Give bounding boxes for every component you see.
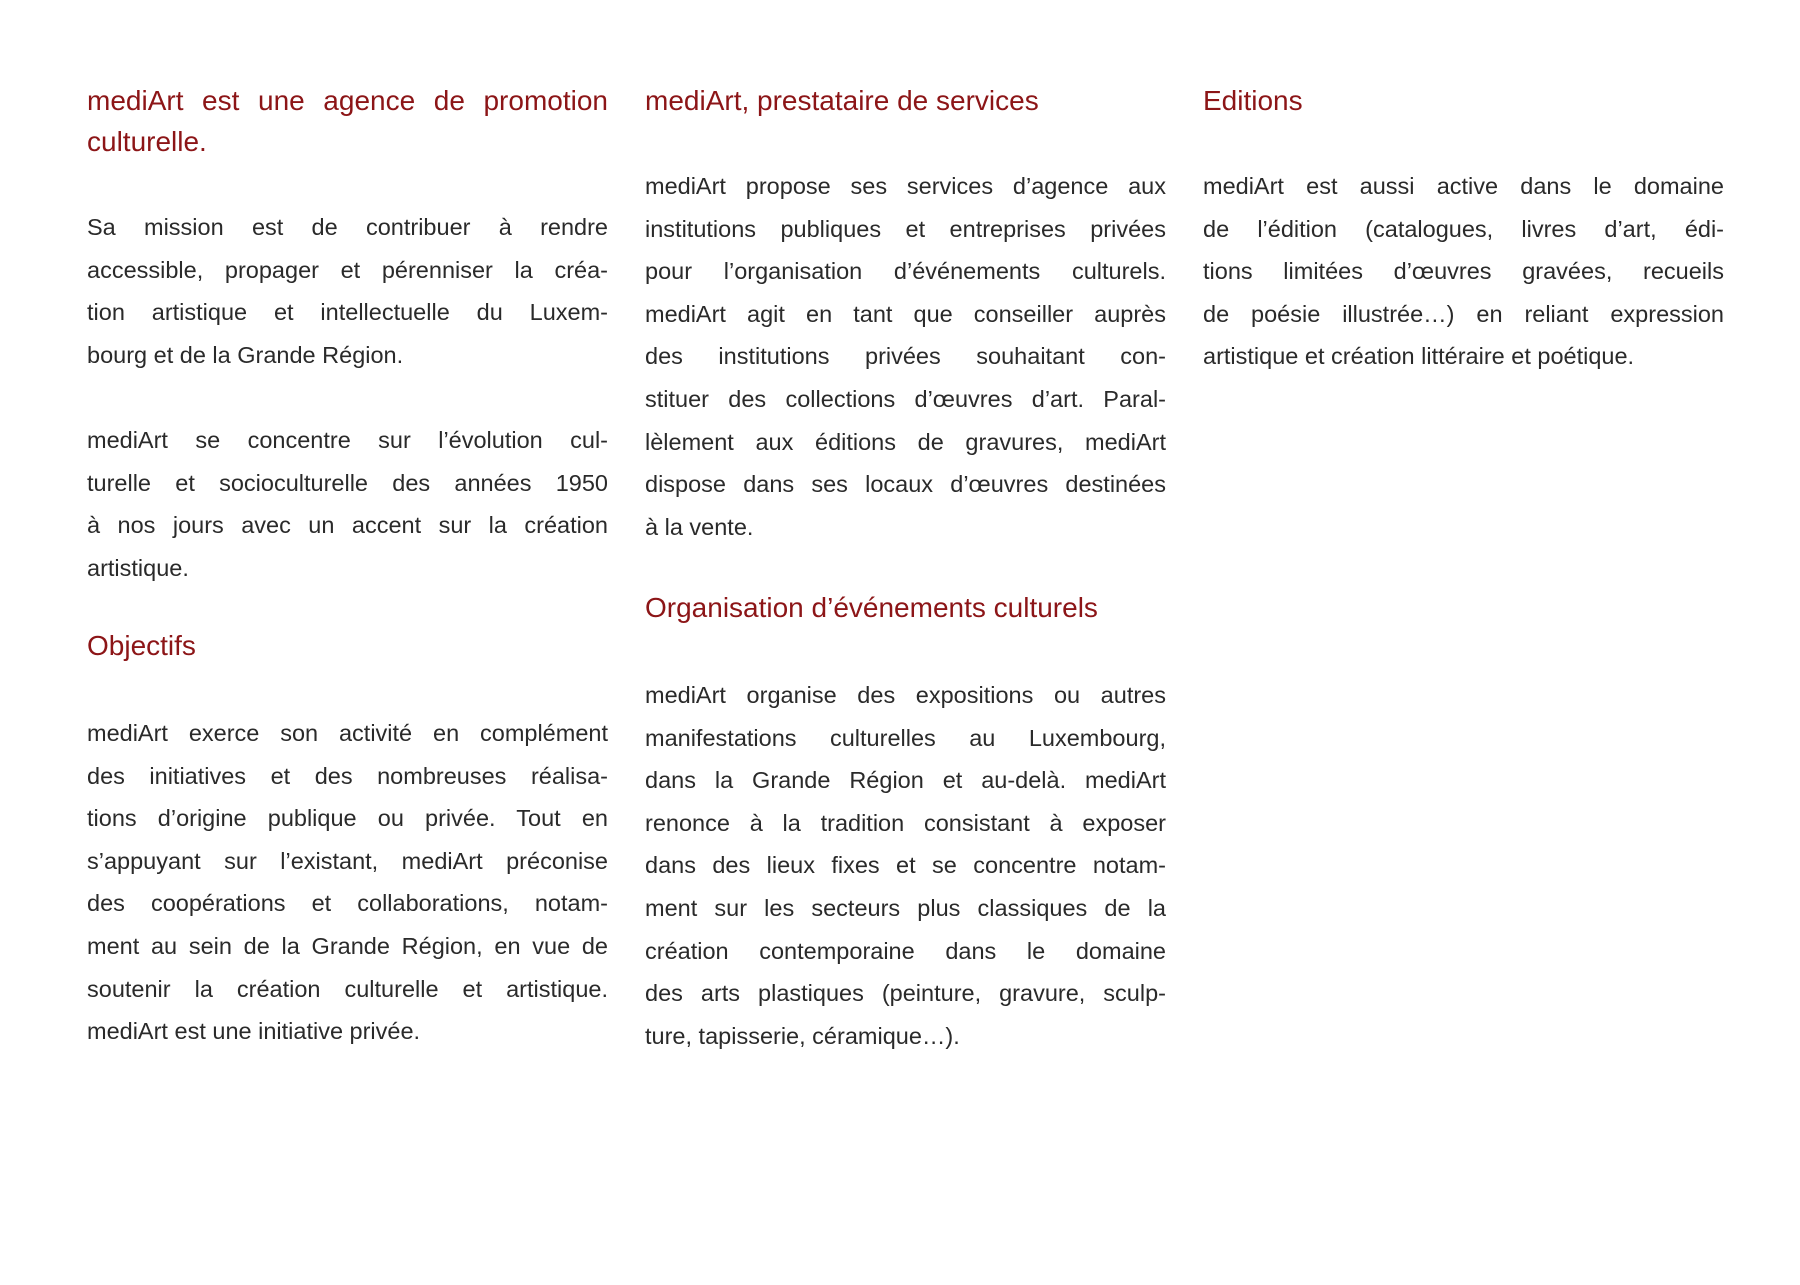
text-line: bourg et de la Grande Région.: [87, 341, 404, 368]
text-line: mediArt, prestataire de services: [645, 85, 1039, 116]
text-line: tions limitées d’œuvres gravées, recueils: [1203, 258, 1724, 285]
text-line: mediArt organise des expositions ou autres: [645, 682, 1166, 708]
text-line: des coopérations et collaborations, notam-: [87, 890, 608, 917]
text-line: institutions publiques et entreprises privées: [645, 215, 1166, 242]
text-line: ture, tapisserie, céramique…).: [645, 1022, 960, 1049]
text-line: tion artistique et intellectuelle du Luxem-: [87, 299, 608, 326]
paragraph: [645, 165, 1166, 548]
paragraph: [645, 674, 1166, 1057]
text-line: soutenir la création culturelle et artistique.: [87, 975, 608, 1002]
text-line: lèlement aux éditions de gravures, mediArt: [645, 428, 1166, 455]
text-line: mediArt propose ses services d’agence aux: [645, 173, 1166, 199]
text-line: artistique.: [87, 554, 189, 581]
text-line: des arts plastiques (peinture, gravure, sculp-: [645, 980, 1166, 1007]
text-line: artistique et création littéraire et poétique.: [1203, 343, 1635, 370]
section-heading: [1203, 80, 1724, 121]
text-line: création contemporaine dans le domaine: [645, 937, 1166, 964]
paragraph: [87, 712, 608, 1053]
text-line: de l’édition (catalogues, livres d’art, édi-: [1203, 215, 1724, 242]
section-heading: [645, 80, 1166, 121]
text-line: pour l’organisation d’événements culturels.: [645, 258, 1166, 285]
text-line: ment sur les secteurs plus classiques de la: [645, 894, 1166, 921]
text-line: dans la Grande Région et au-delà. mediArt: [645, 767, 1166, 794]
text-line: Editions: [1203, 85, 1303, 116]
text-line: mediArt exerce son activité en complément: [87, 720, 608, 746]
text-line: des initiatives et des nombreuses réalisa-: [87, 762, 608, 789]
text-line: dans des lieux fixes et se concentre notam-: [645, 852, 1166, 879]
section-heading: [87, 80, 608, 162]
text-line: mediArt se concentre sur l’évolution cul-: [87, 427, 608, 453]
text-line: Sa mission est de contribuer à rendre: [87, 214, 608, 240]
text-line: mediArt est une agence de promotion: [87, 85, 608, 116]
text-line: Objectifs: [87, 630, 196, 661]
text-line: stituer des collections d’œuvres d’art. Paral-: [645, 385, 1166, 412]
text-line: de poésie illustrée…) en reliant expression: [1203, 300, 1724, 327]
text-line: dispose dans ses locaux d’œuvres destinées: [645, 471, 1166, 498]
text-line: à nos jours avec un accent sur la création: [87, 512, 608, 539]
paragraph: [87, 419, 608, 589]
text-line: Organisation d’événements culturels: [645, 592, 1098, 623]
text-line: accessible, propager et pérenniser la créa-: [87, 256, 608, 283]
text-line: à la vente.: [645, 513, 754, 540]
text-line: des institutions privées souhaitant con-: [645, 343, 1166, 370]
section-heading: [645, 587, 1166, 628]
text-line: mediArt agit en tant que conseiller auprès: [645, 300, 1166, 327]
text-line: manifestations culturelles au Luxembourg,: [645, 724, 1166, 751]
paragraph: [1203, 165, 1724, 378]
paragraph: [87, 206, 608, 376]
text-line: renonce à la tradition consistant à exposer: [645, 809, 1166, 836]
text-line: mediArt est une initiative privée.: [87, 1018, 421, 1045]
text-line: s’appuyant sur l’existant, mediArt préconise: [87, 847, 608, 874]
text-line: ment au sein de la Grande Région, en vue de: [87, 932, 608, 959]
text-line: tions d’origine publique ou privée. Tout en: [87, 805, 608, 832]
text-line: culturelle.: [87, 126, 207, 157]
text-line: mediArt est aussi active dans le domaine: [1203, 173, 1724, 199]
section-heading: [87, 625, 608, 666]
text-line: turelle et socioculturelle des années 1950: [87, 469, 608, 496]
